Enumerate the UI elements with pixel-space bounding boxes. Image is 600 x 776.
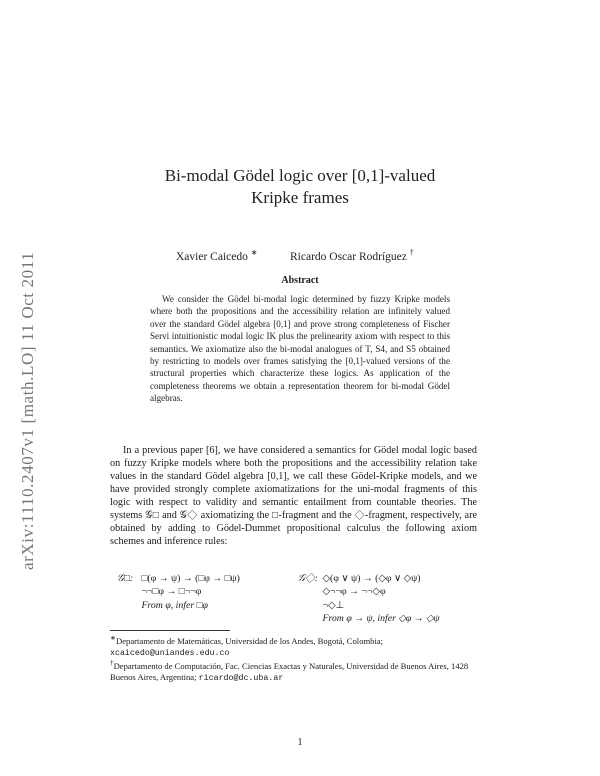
box-system-name: 𝒢□: bbox=[117, 573, 134, 584]
diamond-rule-row bbox=[298, 612, 440, 625]
diamond-axiom-1-row bbox=[298, 572, 440, 585]
paper-title-line-1: Bi-modal Gödel logic over [0,1]-valued bbox=[164, 166, 436, 185]
diamond-system-name: 𝒢◇: bbox=[298, 573, 319, 584]
box-rule-row bbox=[117, 599, 240, 612]
diamond-axiom-3: ¬◇⊥ bbox=[322, 599, 345, 611]
page-number: 1 bbox=[297, 737, 303, 748]
diamond-axiom-2: ◇¬¬φ → ¬¬◇φ bbox=[322, 586, 386, 598]
author-1-footnote-mark: ∗ bbox=[250, 248, 258, 257]
author-1 bbox=[176, 248, 257, 263]
paper-title-line-2: Kripke frames bbox=[251, 188, 349, 207]
intro-paragraph: In a previous paper [6], we have considered a semantics for Gödel modal logic based on fuzzy Kripke models where both the propositions and the accessibility relation take values in the standard Gödel algebra [0,1], we call these Gödel-Kripke models, and we have provided strongly complete axiomatizations for the uni-modal fragments of this logic with respect to validity and semantic entailment from countable theories. The systems 𝒢□ and 𝒢◇ axiomatizing the □-fragment and the ◇-fragment, respectively, are obtained by adding to Gödel-Dummet propositional calculus the following axiom schemes and inference rules: bbox=[110, 445, 477, 547]
footnote-2 bbox=[110, 658, 480, 684]
footnote-1-mark: ∗ bbox=[110, 634, 116, 642]
diamond-rule-body: φ → ψ, infer ◇φ → ◇ψ bbox=[346, 613, 440, 625]
arxiv-side-stamp: arXiv:1110.2407v1 [math.LO] 11 Oct 2011 bbox=[18, 251, 37, 570]
box-rule-prefix: From bbox=[141, 599, 163, 611]
footnote-1-text: Departamento de Matemáticas, Universidad de los Andes, Bogotá, Colombia; bbox=[116, 635, 384, 646]
footnote-2-mark: † bbox=[110, 659, 114, 667]
footnote-2-text: Departamento de Computación, Fac. Ciencias Exactas y Naturales, Universidad de Buenos Aires, 1428 Buenos Aires, Argentina; bbox=[110, 660, 469, 683]
footnote-2-email[interactable]: ricardo@dc.uba.ar bbox=[198, 674, 284, 684]
diamond-axiom-3-row bbox=[298, 599, 440, 612]
diamond-axiom-2-row bbox=[298, 585, 440, 598]
author-2 bbox=[290, 248, 414, 263]
diamond-axiom-1: ◇(φ ∨ ψ) → (◇φ ∨ ◇ψ) bbox=[322, 573, 421, 584]
footnote-1-email[interactable]: xcaicedo@uniandes.edu.co bbox=[110, 649, 230, 659]
abstract-heading: Abstract bbox=[281, 275, 319, 286]
diamond-rule-prefix: From bbox=[322, 613, 344, 625]
author-2-name: Ricardo Oscar Rodríguez bbox=[290, 250, 407, 263]
box-axiom-1: □(φ → ψ) → (□φ → □ψ) bbox=[141, 573, 240, 584]
box-axiom-2-row bbox=[117, 585, 240, 598]
box-axiom-2: ¬¬□φ → □¬¬φ bbox=[141, 586, 202, 598]
box-axiom-1-row bbox=[117, 572, 240, 585]
diamond-system-rules bbox=[298, 572, 440, 626]
author-1-name: Xavier Caicedo bbox=[176, 250, 248, 263]
box-rule-body: φ, infer □φ bbox=[165, 599, 208, 611]
footnote-divider bbox=[110, 630, 230, 631]
abstract-text: We consider the Gödel bi-modal logic determined by fuzzy Kripke models where both the propositions and the accessibility relation are infinitely valued over the standard Gödel algebra [0,1] and prove strong completeness of Fischer Servi intuitionistic modal logic IK plus the prelinearity axiom with respect to this semantics. We axiomatize also the bi-modal analogues of T, S4, and S5 obtained by restricting to models over frames satisfying the [0,1]-valued versions of the structural properties which characterize these logics. As application of the completeness theorems we obtain a representation theorem for bi-modal Gödel algebras. bbox=[150, 294, 450, 404]
footnote-1 bbox=[110, 633, 480, 659]
author-2-footnote-mark: † bbox=[409, 248, 414, 257]
box-system-rules bbox=[117, 572, 240, 612]
